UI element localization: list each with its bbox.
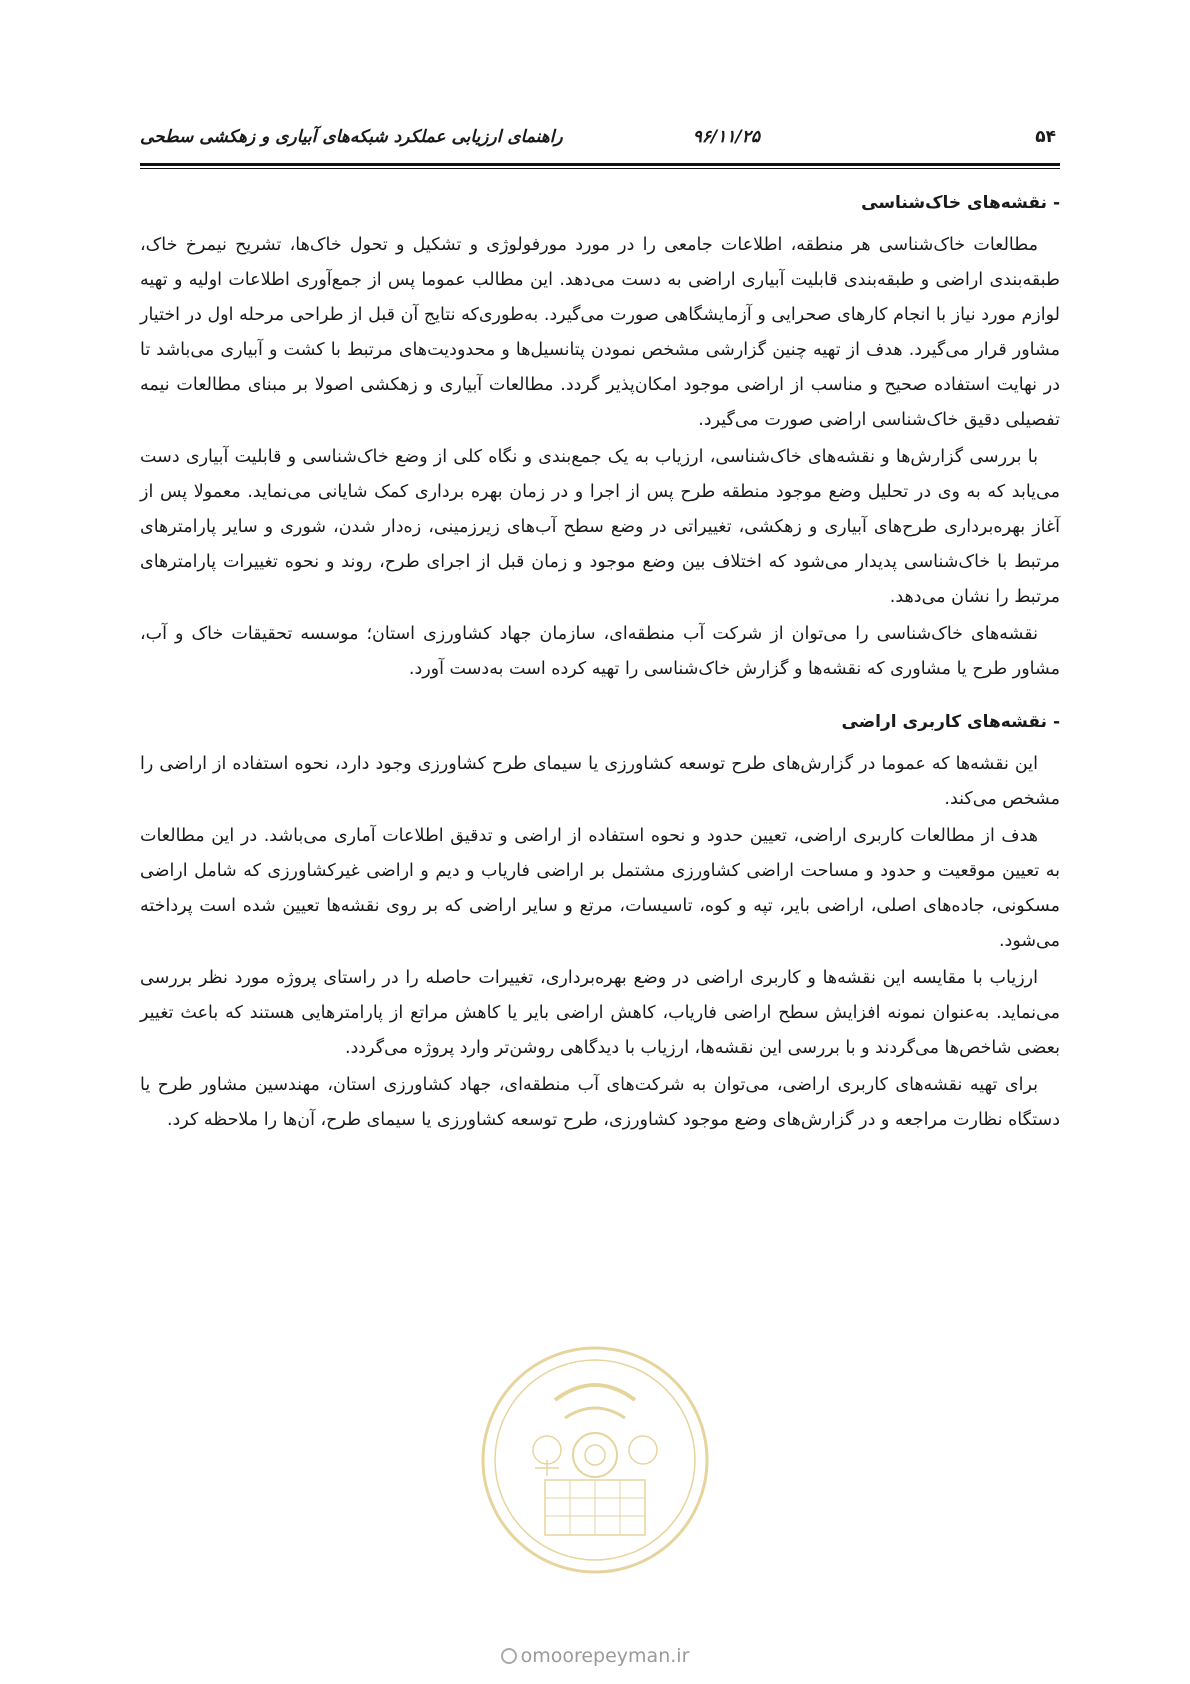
page-header bbox=[140, 125, 1060, 159]
header-rule-thin bbox=[140, 168, 1060, 169]
watermark-seal-logo bbox=[475, 1340, 715, 1580]
section-soil-maps bbox=[140, 186, 1060, 687]
header-date: ۹۶/۱۱/۲۵ bbox=[692, 127, 760, 147]
globe-icon bbox=[501, 1648, 517, 1664]
section-heading: - نقشه‌های کاربری اراضی bbox=[841, 712, 1060, 732]
header-rule-thick bbox=[140, 163, 1060, 166]
paragraph: هدف از مطالعات کاربری اراضی، تعیین حدود و نحوه استفاده از اراضی و تدقیق اطلاعات آماری می‌باشد. در این مطالعات به تعیین موقعیت و حدود و مساحت اراضی کشاورزی مشتمل بر اراضی فاریاب و دیم و اراضی غیرکشاورزی که شامل اراضی مسکونی، جاده‌های اصلی، اراضی بایر، تپه و کوه، تاسیسات، مرتع و سایر اراضی که بر روی نقشه‌ها تعیین شده است پرداخته می‌شود. bbox=[140, 826, 1060, 951]
paragraph: برای تهیه نقشه‌های کاربری اراضی، می‌توان به شرکت‌های آب منطقه‌ای، جهاد کشاورزی استان، مهندسین مشاور طرح یا دستگاه نظارت مراجعه و در گزارش‌های وضع موجود کشاورزی، طرح توسعه کشاورزی یا سیمای طرح، آن‌ها را ملاحظه کرد. bbox=[140, 1075, 1060, 1130]
paragraph: این نقشه‌ها که عموما در گزارش‌های طرح توسعه کشاورزی یا سیمای طرح کشاورزی وجود دارد، نحوه استفاده از اراضی را مشخص می‌کند. bbox=[140, 754, 1060, 809]
paragraph: با بررسی گزارش‌ها و نقشه‌های خاک‌شناسی، ارزیاب به یک جمع‌بندی و نگاه کلی از وضع خاک‌شناسی و قابلیت آبیاری دست می‌یابد که به وی در تحلیل وضع موجود منطقه طرح پس از اجرا و در زمان بهره برداری کمک شایانی می‌نماید. معمولا پس از آغاز بهره‌برداری طرح‌های آبیاری و زهکشی، تغییراتی در وضع سطح آب‌های زیرزمینی، زه‌دار شدن، شوری و سایر پارامترهای مرتبط با خاک‌شناسی پدیدار می‌شود که اختلاف بین وضع موجود و زمان قبل از اجرای طرح، روند و نحوه تغییرات پارامترهای مرتبط را نشان می‌دهد. bbox=[140, 447, 1060, 607]
watermark-site bbox=[0, 1645, 1190, 1667]
page-number: ۵۴ bbox=[1035, 127, 1056, 147]
paragraph: نقشه‌های خاک‌شناسی را می‌توان از شرکت آب منطقه‌ای، سازمان جهاد کشاورزی استان؛ موسسه تحقیقات خاک و آب، مشاور طرح یا مشاوری که نقشه‌ها و گزارش خاک‌شناسی را تهیه کرده است به‌دست آورد. bbox=[140, 624, 1060, 679]
section-heading: - نقشه‌های خاک‌شناسی bbox=[861, 193, 1060, 213]
paragraph: ارزیاب با مقایسه این نقشه‌ها و کاربری اراضی در وضع بهره‌برداری، تغییرات حاصله را در راستای پروژه مورد نظر بررسی می‌نماید. به‌عنوان نمونه افزایش سطح اراضی فاریاب، کاهش اراضی بایر یا کاهش مراتع از پارامترهایی هستند که باعث تغییر بعضی شاخص‌ها می‌گردند و با بررسی این نقشه‌ها، ارزیاب با دیدگاهی روشن‌تر وارد پروژه می‌گردد. bbox=[140, 968, 1060, 1058]
paragraph: مطالعات خاک‌شناسی هر منطقه، اطلاعات جامعی را در مورد مورفولوژی و تشکیل و تحول خاک‌ها، تشریح نیمرخ خاک، طبقه‌بندی اراضی و طبقه‌بندی قابلیت آبیاری اراضی به دست می‌دهد. این مطالب عموما پس از جمع‌آوری اطلاعات اولیه و تهیه لوازم مورد نیاز با انجام کارهای صحرایی و آزمایشگاهی صورت می‌گیرد. به‌طوری‌که نتایج آن قبل از طراحی مرحله اول در اختیار مشاور قرار می‌گیرد. هدف از تهیه چنین گزارشی مشخص نمودن پتانسیل‌ها و محدودیت‌های مرتبط با کشت و آبیاری می‌باشد تا در نهایت استفاده صحیح و مناسب از اراضی موجود امکان‌پذیر گردد. مطالعات آبیاری و زهکشی اصولا بر مبنای مطالعات نیمه تفصیلی دقیق خاک‌شناسی اراضی صورت می‌گیرد. bbox=[140, 235, 1060, 430]
watermark-site-text: omoorepeyman.ir bbox=[520, 1645, 690, 1667]
header-title: راهنمای ارزیابی عملکرد شبکه‌های آبیاری و زهکشی سطحی bbox=[140, 127, 563, 147]
body-text bbox=[140, 186, 1060, 1138]
section-land-use-maps bbox=[140, 705, 1060, 1138]
